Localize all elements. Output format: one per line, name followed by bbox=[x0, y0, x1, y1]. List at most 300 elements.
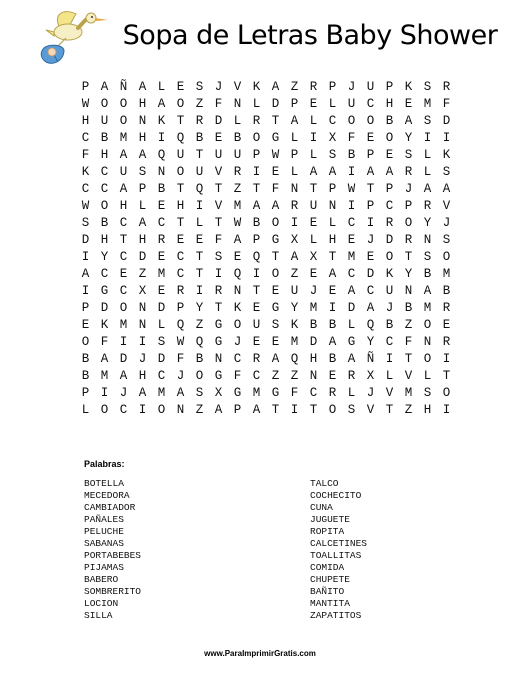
grid-cell: C bbox=[385, 335, 394, 349]
grid-cell: V bbox=[404, 369, 413, 383]
grid-cell: J bbox=[309, 284, 318, 298]
grid-row bbox=[76, 249, 456, 266]
grid-cell: P bbox=[81, 80, 90, 94]
grid-cell: T bbox=[176, 114, 185, 128]
grid-cell: E bbox=[119, 267, 128, 281]
grid-cell: A bbox=[252, 199, 261, 213]
grid-cell: O bbox=[442, 386, 451, 400]
grid-cell: A bbox=[214, 403, 223, 417]
grid-cell: M bbox=[157, 267, 166, 281]
word-item: BABERO bbox=[84, 574, 119, 585]
grid-cell: U bbox=[195, 165, 204, 179]
grid-cell: E bbox=[81, 318, 90, 332]
grid-cell: I bbox=[385, 352, 394, 366]
grid-cell: Y bbox=[100, 250, 109, 264]
grid-cell: E bbox=[442, 318, 451, 332]
grid-cell: O bbox=[385, 131, 394, 145]
grid-cell: T bbox=[214, 182, 223, 196]
word-list-right bbox=[310, 478, 367, 622]
grid-cell: Z bbox=[233, 182, 242, 196]
grid-cell: B bbox=[157, 182, 166, 196]
grid-cell: S bbox=[442, 165, 451, 179]
grid-cell: G bbox=[271, 386, 280, 400]
grid-row bbox=[76, 96, 456, 113]
grid-cell: F bbox=[100, 335, 109, 349]
grid-cell: I bbox=[119, 335, 128, 349]
grid-cell: C bbox=[119, 216, 128, 230]
grid-cell: A bbox=[119, 182, 128, 196]
grid-cell: B bbox=[195, 352, 204, 366]
grid-cell: I bbox=[214, 267, 223, 281]
grid-cell: A bbox=[290, 114, 299, 128]
grid-cell: Z bbox=[290, 267, 299, 281]
grid-cell: I bbox=[290, 403, 299, 417]
grid-cell: I bbox=[195, 199, 204, 213]
grid-cell: Z bbox=[404, 318, 413, 332]
letter-grid bbox=[76, 79, 456, 419]
grid-cell: R bbox=[423, 199, 432, 213]
grid-cell: R bbox=[347, 369, 356, 383]
grid-cell: H bbox=[81, 114, 90, 128]
grid-cell: L bbox=[309, 114, 318, 128]
grid-cell: O bbox=[233, 318, 242, 332]
grid-cell: A bbox=[138, 216, 147, 230]
word-item: BOTELLA bbox=[84, 478, 124, 489]
grid-cell: C bbox=[119, 284, 128, 298]
grid-cell: W bbox=[81, 199, 90, 213]
grid-cell: W bbox=[347, 182, 356, 196]
grid-cell: H bbox=[423, 403, 432, 417]
grid-cell: P bbox=[176, 301, 185, 315]
grid-cell: T bbox=[176, 216, 185, 230]
grid-cell: U bbox=[176, 148, 185, 162]
grid-cell: V bbox=[233, 80, 242, 94]
grid-cell: L bbox=[290, 165, 299, 179]
grid-cell: I bbox=[138, 403, 147, 417]
grid-cell: Z bbox=[271, 369, 280, 383]
grid-cell: J bbox=[366, 386, 375, 400]
grid-cell: I bbox=[81, 284, 90, 298]
grid-cell: A bbox=[442, 182, 451, 196]
grid-row bbox=[76, 130, 456, 147]
grid-cell: E bbox=[271, 165, 280, 179]
grid-cell: B bbox=[423, 267, 432, 281]
grid-cell: D bbox=[119, 352, 128, 366]
grid-cell: M bbox=[252, 386, 261, 400]
grid-row bbox=[76, 79, 456, 96]
grid-cell: Q bbox=[366, 318, 375, 332]
footer-website: www.ParaImprimirGratis.com bbox=[204, 649, 316, 658]
grid-cell: T bbox=[195, 250, 204, 264]
grid-cell: D bbox=[214, 114, 223, 128]
grid-cell: Q bbox=[195, 335, 204, 349]
grid-cell: S bbox=[81, 216, 90, 230]
grid-cell: G bbox=[214, 335, 223, 349]
grid-cell: H bbox=[176, 199, 185, 213]
grid-cell: O bbox=[157, 403, 166, 417]
grid-cell: A bbox=[347, 284, 356, 298]
grid-cell: L bbox=[290, 131, 299, 145]
grid-cell: M bbox=[404, 386, 413, 400]
grid-cell: F bbox=[214, 233, 223, 247]
grid-cell: C bbox=[100, 165, 109, 179]
grid-cell: J bbox=[138, 352, 147, 366]
grid-cell: A bbox=[157, 97, 166, 111]
grid-cell: O bbox=[404, 216, 413, 230]
grid-cell: N bbox=[157, 165, 166, 179]
grid-row bbox=[76, 351, 456, 368]
grid-cell: O bbox=[271, 216, 280, 230]
grid-cell: S bbox=[195, 386, 204, 400]
grid-cell: S bbox=[423, 250, 432, 264]
grid-cell: D bbox=[157, 301, 166, 315]
grid-cell: J bbox=[385, 301, 394, 315]
grid-cell: W bbox=[81, 97, 90, 111]
grid-cell: I bbox=[290, 216, 299, 230]
grid-cell: J bbox=[233, 335, 242, 349]
grid-cell: B bbox=[100, 216, 109, 230]
grid-cell: A bbox=[385, 165, 394, 179]
word-item: CUNA bbox=[310, 502, 333, 513]
grid-cell: H bbox=[138, 369, 147, 383]
grid-cell: R bbox=[290, 199, 299, 213]
grid-cell: A bbox=[119, 369, 128, 383]
grid-cell: M bbox=[442, 267, 451, 281]
stork-carrying-baby-icon bbox=[30, 8, 110, 70]
word-item: ROPITA bbox=[310, 526, 345, 537]
grid-cell: Z bbox=[195, 403, 204, 417]
grid-cell: V bbox=[214, 165, 223, 179]
grid-cell: R bbox=[442, 80, 451, 94]
grid-cell: S bbox=[423, 114, 432, 128]
grid-cell: S bbox=[404, 148, 413, 162]
grid-cell: G bbox=[271, 131, 280, 145]
grid-cell: T bbox=[214, 216, 223, 230]
grid-cell: N bbox=[423, 233, 432, 247]
grid-cell: T bbox=[309, 182, 318, 196]
grid-cell: D bbox=[81, 233, 90, 247]
grid-row bbox=[76, 232, 456, 249]
grid-cell: T bbox=[214, 301, 223, 315]
grid-cell: I bbox=[442, 131, 451, 145]
grid-cell: U bbox=[309, 199, 318, 213]
grid-cell: D bbox=[385, 233, 394, 247]
grid-cell: Q bbox=[157, 148, 166, 162]
grid-cell: Q bbox=[176, 131, 185, 145]
grid-cell: G bbox=[100, 284, 109, 298]
grid-cell: X bbox=[214, 386, 223, 400]
grid-cell: I bbox=[442, 403, 451, 417]
grid-cell: A bbox=[290, 250, 299, 264]
grid-cell: N bbox=[423, 335, 432, 349]
grid-cell: C bbox=[347, 216, 356, 230]
grid-cell: Q bbox=[195, 182, 204, 196]
grid-cell: L bbox=[233, 114, 242, 128]
grid-cell: T bbox=[271, 250, 280, 264]
grid-cell: K bbox=[442, 148, 451, 162]
grid-cell: A bbox=[328, 267, 337, 281]
grid-cell: P bbox=[328, 80, 337, 94]
grid-cell: S bbox=[328, 148, 337, 162]
grid-cell: P bbox=[252, 148, 261, 162]
grid-cell: L bbox=[423, 369, 432, 383]
grid-cell: C bbox=[157, 369, 166, 383]
grid-cell: O bbox=[385, 250, 394, 264]
grid-cell: L bbox=[328, 97, 337, 111]
grid-cell: F bbox=[176, 352, 185, 366]
word-item: CALCETINES bbox=[310, 538, 368, 549]
word-item: CHUPETE bbox=[310, 574, 350, 585]
grid-cell: K bbox=[290, 318, 299, 332]
grid-cell: E bbox=[309, 97, 318, 111]
grid-cell: I bbox=[442, 352, 451, 366]
grid-row bbox=[76, 368, 456, 385]
grid-cell: D bbox=[138, 250, 147, 264]
grid-cell: R bbox=[442, 301, 451, 315]
grid-cell: G bbox=[347, 335, 356, 349]
grid-cell: Y bbox=[404, 267, 413, 281]
grid-cell: A bbox=[100, 352, 109, 366]
grid-cell: B bbox=[385, 318, 394, 332]
grid-cell: E bbox=[309, 216, 318, 230]
grid-cell: B bbox=[81, 352, 90, 366]
grid-cell: L bbox=[157, 80, 166, 94]
grid-row bbox=[76, 215, 456, 232]
grid-cell: M bbox=[290, 335, 299, 349]
grid-cell: J bbox=[176, 369, 185, 383]
grid-cell: B bbox=[100, 131, 109, 145]
grid-cell: G bbox=[233, 386, 242, 400]
grid-cell: O bbox=[195, 369, 204, 383]
grid-cell: O bbox=[119, 301, 128, 315]
word-item: SILLA bbox=[84, 610, 113, 621]
grid-cell: P bbox=[328, 182, 337, 196]
grid-cell: I bbox=[81, 250, 90, 264]
grid-cell: N bbox=[176, 403, 185, 417]
grid-cell: E bbox=[328, 369, 337, 383]
grid-cell: K bbox=[100, 318, 109, 332]
grid-cell: V bbox=[385, 386, 394, 400]
grid-cell: D bbox=[366, 267, 375, 281]
grid-cell: M bbox=[309, 301, 318, 315]
grid-cell: R bbox=[442, 335, 451, 349]
grid-cell: U bbox=[119, 165, 128, 179]
grid-cell: G bbox=[271, 233, 280, 247]
grid-cell: X bbox=[290, 233, 299, 247]
grid-cell: I bbox=[423, 131, 432, 145]
grid-cell: W bbox=[176, 335, 185, 349]
grid-cell: U bbox=[366, 80, 375, 94]
grid-cell: R bbox=[404, 233, 413, 247]
grid-cell: I bbox=[309, 131, 318, 145]
grid-cell: Z bbox=[290, 80, 299, 94]
grid-row bbox=[76, 164, 456, 181]
grid-cell: Q bbox=[176, 318, 185, 332]
grid-cell: G bbox=[214, 369, 223, 383]
grid-cell: S bbox=[157, 335, 166, 349]
grid-cell: I bbox=[328, 301, 337, 315]
word-item: SOMBRERITO bbox=[84, 586, 142, 597]
grid-cell: E bbox=[176, 80, 185, 94]
grid-cell: K bbox=[233, 301, 242, 315]
grid-cell: A bbox=[271, 199, 280, 213]
grid-cell: W bbox=[233, 216, 242, 230]
word-item: TOALLITAS bbox=[310, 550, 362, 561]
grid-row bbox=[76, 147, 456, 164]
grid-cell: M bbox=[347, 250, 356, 264]
grid-cell: S bbox=[347, 403, 356, 417]
grid-cell: L bbox=[347, 386, 356, 400]
grid-cell: A bbox=[138, 80, 147, 94]
grid-cell: J bbox=[366, 233, 375, 247]
grid-cell: B bbox=[328, 352, 337, 366]
grid-cell: N bbox=[138, 318, 147, 332]
grid-cell: H bbox=[100, 233, 109, 247]
grid-cell: K bbox=[252, 80, 261, 94]
grid-cell: P bbox=[385, 182, 394, 196]
word-item: PIJAMAS bbox=[84, 562, 124, 573]
grid-cell: X bbox=[309, 250, 318, 264]
grid-cell: S bbox=[214, 250, 223, 264]
grid-cell: T bbox=[252, 182, 261, 196]
grid-cell: X bbox=[328, 131, 337, 145]
grid-cell: E bbox=[271, 284, 280, 298]
grid-cell: L bbox=[328, 216, 337, 230]
grid-cell: F bbox=[442, 97, 451, 111]
grid-cell: M bbox=[100, 369, 109, 383]
grid-cell: J bbox=[404, 182, 413, 196]
grid-cell: T bbox=[442, 369, 451, 383]
grid-cell: T bbox=[309, 403, 318, 417]
grid-cell: O bbox=[100, 403, 109, 417]
grid-row bbox=[76, 317, 456, 334]
grid-cell: O bbox=[271, 267, 280, 281]
grid-cell: A bbox=[404, 114, 413, 128]
grid-cell: U bbox=[214, 148, 223, 162]
grid-cell: I bbox=[252, 267, 261, 281]
word-item: PORTABEBES bbox=[84, 550, 142, 561]
grid-cell: Ñ bbox=[366, 352, 375, 366]
grid-cell: B bbox=[252, 216, 261, 230]
grid-cell: L bbox=[309, 233, 318, 247]
grid-cell: P bbox=[404, 199, 413, 213]
grid-cell: B bbox=[442, 284, 451, 298]
grid-cell: R bbox=[195, 114, 204, 128]
word-item: PELUCHE bbox=[84, 526, 124, 537]
grid-cell: R bbox=[385, 216, 394, 230]
grid-cell: T bbox=[328, 250, 337, 264]
grid-cell: K bbox=[385, 267, 394, 281]
grid-cell: R bbox=[309, 80, 318, 94]
word-item: BAÑITO bbox=[310, 586, 345, 597]
grid-cell: H bbox=[138, 233, 147, 247]
grid-cell: U bbox=[290, 284, 299, 298]
grid-cell: T bbox=[176, 182, 185, 196]
word-item: ZAPATITOS bbox=[310, 610, 362, 621]
grid-cell: E bbox=[385, 148, 394, 162]
grid-cell: A bbox=[176, 386, 185, 400]
grid-cell: R bbox=[328, 386, 337, 400]
grid-cell: J bbox=[119, 386, 128, 400]
grid-cell: B bbox=[328, 318, 337, 332]
grid-cell: U bbox=[233, 148, 242, 162]
grid-cell: N bbox=[309, 369, 318, 383]
grid-cell: P bbox=[252, 233, 261, 247]
grid-cell: A bbox=[271, 352, 280, 366]
grid-cell: Y bbox=[404, 131, 413, 145]
grid-cell: A bbox=[138, 148, 147, 162]
grid-cell: T bbox=[195, 267, 204, 281]
grid-cell: F bbox=[347, 131, 356, 145]
word-item: COMIDA bbox=[310, 562, 345, 573]
grid-row bbox=[76, 402, 456, 419]
grid-cell: R bbox=[176, 284, 185, 298]
grid-cell: U bbox=[385, 284, 394, 298]
grid-cell: L bbox=[347, 318, 356, 332]
grid-cell: O bbox=[347, 114, 356, 128]
grid-cell: P bbox=[290, 148, 299, 162]
grid-cell: P bbox=[385, 80, 394, 94]
grid-cell: T bbox=[271, 114, 280, 128]
grid-cell: L bbox=[385, 369, 394, 383]
grid-cell: P bbox=[81, 301, 90, 315]
grid-cell: T bbox=[271, 403, 280, 417]
grid-cell: O bbox=[119, 114, 128, 128]
grid-cell: P bbox=[138, 182, 147, 196]
grid-cell: V bbox=[366, 403, 375, 417]
grid-cell: O bbox=[100, 97, 109, 111]
grid-cell: P bbox=[366, 199, 375, 213]
grid-cell: H bbox=[138, 97, 147, 111]
grid-cell: H bbox=[328, 233, 337, 247]
grid-cell: C bbox=[119, 403, 128, 417]
grid-cell: A bbox=[366, 165, 375, 179]
grid-cell: B bbox=[195, 131, 204, 145]
grid-cell: T bbox=[366, 182, 375, 196]
grid-cell: H bbox=[119, 199, 128, 213]
grid-cell: A bbox=[233, 233, 242, 247]
grid-cell: C bbox=[347, 267, 356, 281]
grid-cell: F bbox=[290, 386, 299, 400]
grid-cell: Z bbox=[195, 97, 204, 111]
grid-cell: N bbox=[138, 114, 147, 128]
grid-cell: Q bbox=[290, 352, 299, 366]
grid-cell: H bbox=[138, 131, 147, 145]
grid-cell: M bbox=[119, 318, 128, 332]
grid-cell: E bbox=[366, 250, 375, 264]
grid-cell: O bbox=[328, 403, 337, 417]
grid-cell: P bbox=[233, 403, 242, 417]
grid-cell: C bbox=[81, 131, 90, 145]
word-list-left bbox=[84, 478, 141, 622]
grid-cell: H bbox=[100, 148, 109, 162]
grid-cell: Z bbox=[290, 369, 299, 383]
grid-cell: B bbox=[81, 369, 90, 383]
grid-cell: I bbox=[138, 335, 147, 349]
grid-cell: A bbox=[347, 352, 356, 366]
grid-cell: V bbox=[214, 199, 223, 213]
grid-cell: F bbox=[233, 369, 242, 383]
word-item: SABANAS bbox=[84, 538, 124, 549]
grid-cell: L bbox=[423, 148, 432, 162]
grid-cell: L bbox=[309, 148, 318, 162]
grid-cell: L bbox=[195, 216, 204, 230]
grid-cell: D bbox=[309, 335, 318, 349]
grid-cell: O bbox=[252, 131, 261, 145]
grid-cell: C bbox=[366, 97, 375, 111]
grid-cell: C bbox=[176, 250, 185, 264]
grid-cell: Q bbox=[252, 250, 261, 264]
